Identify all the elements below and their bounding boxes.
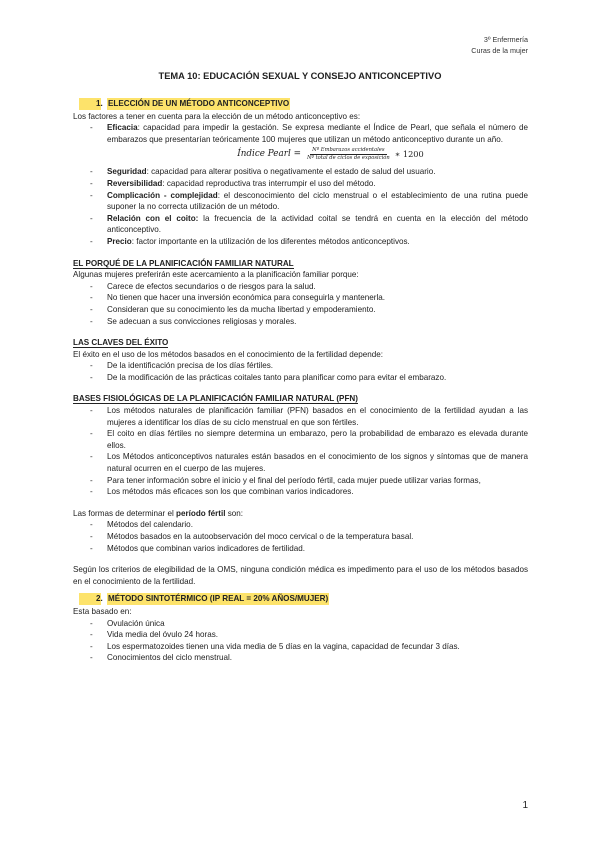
factor-text: : el desconocimiento del ciclo menstrual o el establecimiento de una rutina puede suponer la no correcta utilización de un método.: [107, 190, 528, 212]
list-item: - Los espermatozoides tienen una vida media de 5 días en la vagina, capacidad de fecundar 3 días.: [90, 641, 460, 651]
pearl-index-formula: [133, 147, 528, 162]
factor-term: Complicación - complejidad: [107, 190, 218, 200]
section-1-intro: Los factores a tener en cuenta para la elección de un método anticonceptivo es:: [73, 111, 361, 121]
claves-list: [73, 360, 528, 383]
list-item: - Eficacia: capacidad para impedir la gestación. Se expresa mediante el Índice de Pearl, que señala el número de embarazos que presentarían teóricamente 100 mujeres que utilizan un método anticonceptivo durante un año.: [90, 123, 528, 144]
factor-text: : factor importante en la utilización de los diferentes métodos anticonceptivos.: [131, 236, 410, 246]
list-item: - Complicación - complejidad: el desconocimiento del ciclo menstrual o el establecimiento de una rutina puede suponer la no correcta utilización de un método.: [90, 190, 528, 212]
factors-list: [73, 122, 528, 145]
list-item: - Precio: factor importante en la utilización de los diferentes métodos anticonceptivos.: [90, 236, 410, 246]
list-item: - No tienen que hacer una inversión económica para conseguirla y mantenerla.: [90, 293, 386, 303]
factor-text: la frecuencia de la actividad coital se tendrá en cuenta en la elección del método anticonceptivo.: [107, 213, 528, 235]
factor-text: : capacidad reproductiva tras interrumpir el uso del método.: [162, 178, 376, 188]
bases-list: [73, 405, 528, 498]
list-item: - Métodos basados en la autoobservación del moco cervical o de la temperatura basal.: [90, 532, 414, 541]
list-item: - Conocimientos del ciclo menstrual.: [90, 653, 233, 663]
page-number: 1: [522, 800, 528, 812]
factor-term: Eficacia: [107, 123, 138, 133]
section-2-intro: Esta basado en:: [73, 606, 132, 616]
header-subject: Curas de la mujer: [471, 46, 528, 55]
list-item: - Los Métodos anticonceptivos naturales están basados en el conocimiento de los signos y síntomas que de manera natural ocurren en el cuerpo de las mujeres.: [90, 452, 528, 474]
list-item: - De la modificación de las prácticas coitales tanto para planificar como para evitar el embarazo.: [90, 372, 447, 382]
factor-term: Precio: [107, 236, 132, 246]
list-item: - Para tener información sobre el inicio y el final del período fértil, cada mujer puede utilizar varias formas,: [90, 475, 481, 485]
list-item: - Seguridad: capacidad para alterar positiva o negativamente el estado de salud del usuario.: [90, 167, 436, 177]
formula-rhs: ∗ 1200: [394, 149, 424, 160]
bases-heading: BASES FISIOLÓGICAS DE LA PLANIFICACIÓN FAMILIAR NATURAL (PFN): [73, 394, 358, 404]
list-item: - El coito en días fértiles no siempre determina un embarazo, pero la probabilidad de embarazo es elevada durante ellos.: [90, 429, 528, 450]
claves-heading: LAS CLAVES DEL ÉXITO: [73, 338, 169, 348]
factors-list-continued: [73, 166, 528, 247]
list-item: - Consideran que su conocimiento les da mucha libertad y empoderamiento.: [90, 304, 376, 314]
formula-numerator: Nº Embarazos accidentales: [312, 147, 385, 154]
porque-intro: Algunas mujeres preferirán este acercamiento a la planificación familiar porque:: [73, 270, 359, 280]
document-body: [73, 98, 528, 664]
page-header: [471, 34, 528, 56]
section-1-title: ELECCIÓN DE UN MÉTODO ANTICONCEPTIVO: [108, 99, 290, 108]
porque-list: [73, 281, 528, 327]
list-item: - Relación con el coito: la frecuencia de la actividad coital se tendrá en cuenta en la elección del método anticonceptivo.: [90, 213, 528, 235]
section-2-heading: [73, 593, 528, 605]
list-item: - Los métodos más eficaces son los que combinan varios indicadores.: [90, 487, 354, 497]
porque-heading: EL PORQUÉ DE LA PLANIFICACIÓN FAMILIAR NATURAL: [73, 258, 294, 268]
section-1-heading: [73, 98, 528, 110]
list-item: - Se adecuan a sus convicciones religiosas y morales.: [90, 316, 297, 326]
factor-text: : capacidad para alterar positiva o negativamente el estado de salud del usuario.: [146, 167, 436, 177]
list-item: - De la identificación precisa de los días fértiles.: [90, 361, 274, 371]
formas-intro: Las formas de determinar el período fértil son:: [73, 508, 244, 518]
formas-list: [73, 519, 528, 554]
factor-term: Reversibilidad: [107, 178, 163, 188]
list-item: - Carece de efectos secundarios o de riesgos para la salud.: [90, 281, 316, 291]
factor-text: : capacidad para impedir la gestación. Se expresa mediante el Índice de Pearl, que señala el número de embarazos que presentarían teóricamente 100 mujeres que utilizan un método anticonceptivo durante un año.: [107, 123, 528, 144]
list-item: - Vida media del óvulo 24 horas.: [90, 630, 218, 640]
list-item: - Los métodos naturales de planificación familiar (PFN) basados en el conocimiento de la fertilidad ayudan a las mujeres a identificar los días de su ciclo menstrual en que son fértiles.: [90, 406, 528, 427]
formula-denominator: Nº total de ciclos de exposición: [306, 155, 390, 162]
oms-paragraph: Según los criterios de elegibilidad de la OMS, ninguna condición médica es impedimento para el uso de los métodos basados en el conocimiento de la fertilidad.: [73, 565, 528, 586]
section-1-number: 1.: [79, 98, 101, 110]
factor-term: Relación con el coito:: [107, 213, 199, 223]
header-course: 3º Enfermería: [483, 35, 528, 44]
list-item: - Reversibilidad: capacidad reproductiva tras interrumpir el uso del método.: [90, 178, 376, 188]
section-2-number: 2.: [79, 593, 101, 605]
page-title: TEMA 10: EDUCACIÓN SEXUAL Y CONSEJO ANTICONCEPTIVO: [158, 71, 442, 81]
list-item: - Métodos que combinan varios indicadores de fertilidad.: [90, 543, 305, 553]
list-item: - Métodos del calendario.: [90, 520, 193, 530]
section-2-list: [73, 618, 528, 664]
formula-lhs: Índice Pearl =: [237, 149, 301, 160]
formula-fraction: [307, 147, 390, 162]
claves-intro: El éxito en el uso de los métodos basados en el conocimiento de la fertilidad depende:: [73, 349, 384, 359]
section-2-title: MÉTODO SINTOTÉRMICO (IP REAL = 20% AÑOS/MUJER): [108, 594, 329, 604]
list-item: - Ovulación única: [90, 618, 165, 628]
factor-term: Seguridad: [107, 167, 147, 177]
